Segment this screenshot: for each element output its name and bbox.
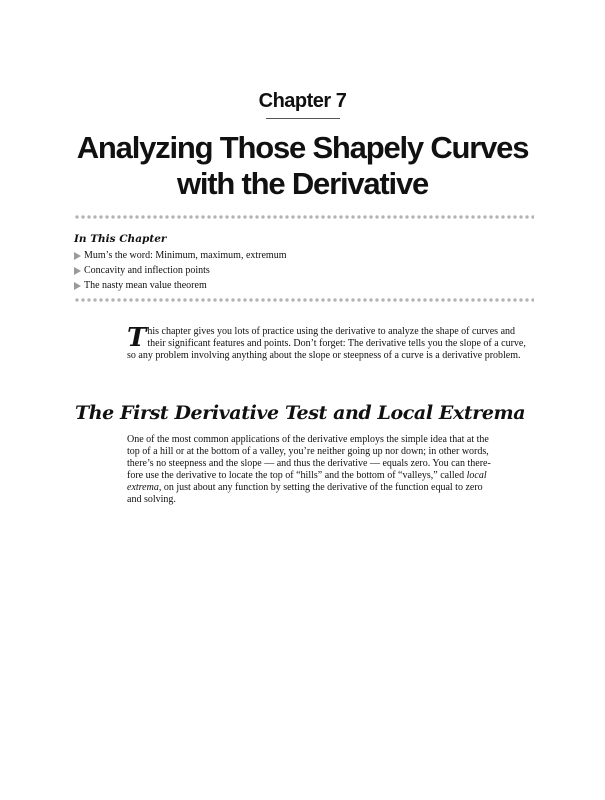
- emphasis-extrema: extrema,: [127, 482, 162, 493]
- list-item-text: Mum’s the word: Minimum, maximum, extremum: [84, 250, 287, 261]
- chapter-label: Chapter 7: [258, 90, 347, 112]
- list-item: [74, 279, 287, 294]
- body-line-2: top of a hill or at the bottom of a valley, you’re neither going up nor down; in other words,: [127, 446, 489, 457]
- intro-text: his chapter gives you lots of practice using the derivative to analyze the shape of curves and their significant features and points. Don’t forget: The derivative tells you the slope of a curve, so any problem involving anything about the slope or steepness of a curve is a derivative problem.: [127, 326, 526, 361]
- dotted-divider-top: [74, 215, 534, 219]
- list-item: [74, 264, 287, 279]
- intro-paragraph: [127, 323, 535, 362]
- chapter-label-underline: [266, 118, 340, 119]
- in-this-chapter-list: [74, 249, 287, 294]
- body-line-6: and solving.: [127, 494, 176, 505]
- section-heading: The First Derivative Test and Local Extrema: [75, 402, 526, 424]
- body-line-4-text: fore use the derivative to locate the top of “hills” and the bottom of “valleys,” called: [127, 470, 467, 481]
- list-item-text: Concavity and inflection points: [84, 265, 210, 276]
- chapter-title-line-2: with the Derivative: [176, 166, 429, 201]
- chapter-title-line-1: Analyzing Those Shapely Curves: [76, 130, 529, 165]
- list-item: [74, 249, 287, 264]
- emphasis-local: local: [466, 470, 487, 481]
- body-line-5-text: on just about any function by setting the derivative of the function equal to zero: [161, 482, 483, 493]
- body-line-3: there’s no steepness and the slope — and thus the derivative — equals zero. You can there-: [127, 458, 491, 469]
- triangle-bullet-icon: [74, 282, 81, 290]
- in-this-chapter-heading: In This Chapter: [74, 233, 167, 245]
- body-line-4: [127, 470, 535, 482]
- chapter-title: [60, 130, 545, 202]
- dotted-divider-bottom: [74, 298, 534, 302]
- drop-cap: T: [127, 323, 147, 353]
- triangle-bullet-icon: [74, 267, 81, 275]
- section-body-paragraph: [127, 434, 535, 506]
- triangle-bullet-icon: [74, 252, 81, 260]
- body-line-5: [127, 482, 535, 494]
- body-line-1: One of the most common applications of the derivative employs the simple idea that at the: [127, 434, 489, 445]
- list-item-text: The nasty mean value theorem: [84, 280, 207, 291]
